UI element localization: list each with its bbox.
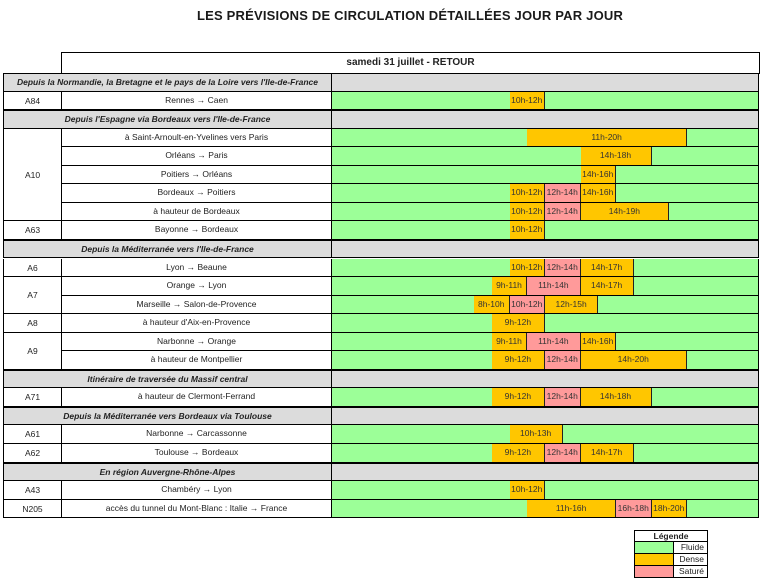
legend-label: Dense	[679, 554, 704, 564]
segment-label: accès du tunnel du Mont-Blanc : Italie → France	[61, 500, 331, 519]
timeline-bar	[331, 277, 759, 296]
period-block-dense: 10h-12h	[510, 92, 546, 110]
section-timeline	[331, 240, 759, 259]
period-block-dense: 18h-20h	[652, 500, 688, 518]
period-block-dense: 9h-12h	[492, 388, 545, 406]
period-block-sature: 11h-14h	[527, 277, 580, 295]
timeline-bar	[331, 425, 759, 444]
table-row	[3, 147, 759, 166]
table-row	[3, 314, 759, 333]
section-timeline	[331, 407, 759, 426]
period-block-dense: 9h-11h	[492, 333, 528, 351]
period-block-dense: 10h-12h	[510, 184, 546, 202]
period-block-dense: 14h-17h	[581, 444, 634, 462]
table-row	[3, 333, 759, 352]
road-name: A8	[3, 314, 61, 333]
road-name: A61	[3, 425, 61, 444]
segment-label: Chambéry → Lyon	[61, 481, 331, 500]
table-row	[3, 500, 759, 519]
section-row	[3, 463, 759, 482]
section-title: Itinéraire de traversée du Massif central	[3, 370, 331, 389]
timeline-bar	[331, 296, 759, 315]
segment-label: Bayonne → Bordeaux	[61, 221, 331, 240]
section-row	[3, 407, 759, 426]
period-block-sature: 12h-14h	[545, 444, 581, 462]
table-row	[3, 444, 759, 463]
segment-label: Bordeaux → Poitiers	[61, 184, 331, 203]
segment-label: à hauteur de Montpellier	[61, 351, 331, 370]
road-name: A43	[3, 481, 61, 500]
period-block-sature: 10h-12h	[510, 296, 546, 314]
period-block-dense: 10h-12h	[510, 481, 546, 499]
timeline-bar	[331, 92, 759, 111]
timeline-bar	[331, 444, 759, 463]
period-block-dense: 9h-12h	[492, 351, 545, 369]
segment-label: Lyon → Beaune	[61, 259, 331, 278]
segment-label: à hauteur d'Aix-en-Provence	[61, 314, 331, 333]
table-row	[3, 259, 759, 278]
period-block-dense: 9h-11h	[492, 277, 528, 295]
period-block-dense: 14h-20h	[581, 351, 688, 369]
section-row	[3, 110, 759, 129]
segment-label: à Saint-Arnoult-en-Yvelines vers Paris	[61, 129, 331, 148]
period-block-sature: 11h-14h	[527, 333, 580, 351]
legend-item-dense	[635, 554, 707, 566]
period-block-dense: 14h-16h	[581, 166, 617, 184]
period-block-dense: 9h-12h	[492, 444, 545, 462]
segment-label: Narbonne → Carcassonne	[61, 425, 331, 444]
timeline-bar	[331, 147, 759, 166]
table-row	[3, 221, 759, 240]
period-block-sature: 12h-14h	[545, 203, 581, 221]
table-row	[3, 277, 759, 296]
timeline-bar	[331, 481, 759, 500]
timeline-bar	[331, 333, 759, 352]
timeline-bar	[331, 166, 759, 185]
legend-item-fluide	[635, 542, 707, 554]
road-name: A62	[3, 444, 61, 463]
segment-label: Poitiers → Orléans	[61, 166, 331, 185]
segment-label: Narbonne → Orange	[61, 333, 331, 352]
section-row	[3, 73, 759, 92]
section-row	[3, 240, 759, 259]
legend-swatch-sature	[635, 566, 674, 577]
period-block-dense: 14h-17h	[581, 259, 634, 277]
legend-label: Fluide	[680, 542, 704, 552]
segment-label: Marseille → Salon-de-Provence	[61, 296, 331, 315]
timeline-bar	[331, 203, 759, 222]
road-name: A6	[3, 259, 61, 278]
road-name: A71	[3, 388, 61, 407]
section-timeline	[331, 73, 759, 92]
segment-label: à hauteur de Bordeaux	[61, 203, 331, 222]
timeline-bar	[331, 184, 759, 203]
period-block-dense: 11h-20h	[527, 129, 687, 147]
legend-title: Légende	[635, 531, 707, 542]
timeline-bar	[331, 500, 759, 519]
period-block-dense: 14h-18h	[581, 147, 652, 165]
timeline-bar	[331, 129, 759, 148]
period-block-dense: 14h-16h	[581, 333, 617, 351]
table-row	[3, 203, 759, 222]
period-block-dense: 12h-15h	[545, 296, 598, 314]
segment-label: Toulouse → Bordeaux	[61, 444, 331, 463]
table-row	[3, 129, 759, 148]
period-block-sature: 12h-14h	[545, 351, 581, 369]
road-name: A7	[3, 277, 61, 314]
road-name: N205	[3, 500, 61, 519]
period-block-dense: 10h-12h	[510, 221, 546, 239]
section-title: Depuis l'Espagne via Bordeaux vers l'Ile-de-France	[3, 110, 331, 129]
section-title: En région Auvergne-Rhône-Alpes	[3, 463, 331, 482]
period-block-sature: 12h-14h	[545, 388, 581, 406]
section-timeline	[331, 370, 759, 389]
period-block-sature: 12h-14h	[545, 259, 581, 277]
timeline-bar	[331, 351, 759, 370]
road-name: A84	[3, 92, 61, 111]
period-block-dense: 10h-12h	[510, 259, 546, 277]
timeline-bar	[331, 259, 759, 278]
period-block-dense: 14h-18h	[581, 388, 652, 406]
legend-label: Saturé	[678, 566, 704, 576]
table-row	[3, 92, 759, 111]
timeline-bar	[331, 221, 759, 240]
road-name: A10	[3, 129, 61, 222]
period-block-dense: 14h-16h	[581, 184, 617, 202]
period-block-sature: 12h-14h	[545, 184, 581, 202]
road-name: A63	[3, 221, 61, 240]
period-block-dense: 14h-17h	[581, 277, 634, 295]
legend-swatch-dense	[635, 554, 674, 565]
table-row	[3, 481, 759, 500]
section-title: Depuis la Méditerranée vers Bordeaux via Toulouse	[3, 407, 331, 426]
table-row	[3, 388, 759, 407]
timeline-bar	[331, 314, 759, 333]
legend-item-sature	[635, 566, 707, 577]
period-block-dense: 8h-10h	[474, 296, 510, 314]
section-timeline	[331, 110, 759, 129]
period-block-dense: 14h-19h	[581, 203, 670, 221]
section-row	[3, 370, 759, 389]
section-title: Depuis la Méditerranée vers l'Ile-de-France	[3, 240, 331, 259]
segment-label: à hauteur de Clermont-Ferrand	[61, 388, 331, 407]
period-block-dense: 9h-12h	[492, 314, 545, 332]
table-row	[3, 351, 759, 370]
segment-label: Rennes → Caen	[61, 92, 331, 111]
table-row	[3, 425, 759, 444]
section-title: Depuis la Normandie, la Bretagne et le pays de la Loire vers l'Ile-de-France	[3, 73, 331, 92]
date-header: samedi 31 juillet - RETOUR	[61, 52, 760, 74]
segment-label: Orange → Lyon	[61, 277, 331, 296]
road-name: A9	[3, 333, 61, 370]
table-row	[3, 166, 759, 185]
legend-swatch-fluide	[635, 542, 674, 553]
page-title: LES PRÉVISIONS DE CIRCULATION DÉTAILLÉES JOUR PAR JOUR	[196, 8, 624, 23]
table-row	[3, 296, 759, 315]
period-block-sature: 16h-18h	[616, 500, 652, 518]
legend	[634, 530, 708, 578]
section-timeline	[331, 463, 759, 482]
period-block-dense: 10h-12h	[510, 203, 546, 221]
segment-label: Orléans → Paris	[61, 147, 331, 166]
period-block-dense: 10h-13h	[510, 425, 563, 443]
table-row	[3, 184, 759, 203]
timeline-bar	[331, 388, 759, 407]
period-block-dense: 11h-16h	[527, 500, 616, 518]
